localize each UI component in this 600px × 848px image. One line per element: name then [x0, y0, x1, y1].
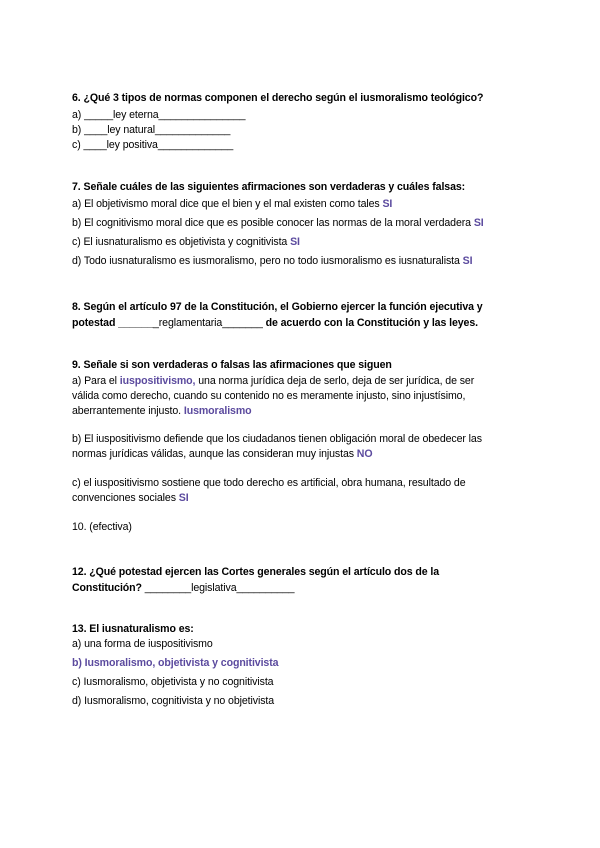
q12-line2 — [72, 582, 294, 595]
q9-a-line1 — [72, 375, 474, 388]
q9-b-line2-text: normas jurídicas válidas, aunque las consideran muy injustas — [72, 448, 354, 460]
q12-line2-bold: Constitución? — [72, 582, 142, 594]
q8-line2 — [72, 317, 478, 330]
q9-c-answer: SI — [178, 492, 189, 504]
q8-line1: 8. Según el artículo 97 de la Constitución, el Gobierno ejercer la función ejecutiva y — [72, 301, 483, 313]
q8-line2-start: potestad ______ — [72, 317, 153, 329]
q9-a-rest: una norma jurídica deja de serlo, deja de ser jurídica, de ser — [198, 375, 475, 387]
q9-a-line3 — [72, 405, 252, 418]
q13-question: 13. El iusnaturalismo es: — [72, 623, 194, 635]
q7-statement-d — [72, 255, 472, 268]
q9-c-line2-text: convenciones sociales — [72, 492, 176, 504]
q9-b-answer: NO — [356, 448, 373, 460]
q7-d-text: d) Todo iusnaturalismo es iusmoralismo, pero no todo iusmoralismo es iusnaturalista — [72, 255, 460, 267]
q9-a-pre: a) Para el — [72, 375, 117, 387]
q7-b-answer: SI — [473, 217, 484, 229]
q7-b-text: b) El cognitivismo moral dice que es posible conocer las normas de la moral verdadera — [72, 217, 471, 229]
q7-statement-c — [72, 236, 300, 249]
q13-option-b: b) Iusmoralismo, objetivista y cognitivista — [72, 657, 279, 669]
q9-a-line3-text: aberrantemente injusto. — [72, 405, 182, 417]
q13-option-d: d) Iusmoralismo, cognitivista y no objetivista — [72, 695, 275, 707]
q7-c-text: c) El iusnaturalismo es objetivista y cognitivista — [72, 236, 288, 248]
q12-line1: 12. ¿Qué potestad ejercen las Cortes generales según el artículo dos de la — [72, 566, 440, 578]
q10-text: 10. (efectiva) — [72, 521, 132, 533]
q6-answer-b: b) ____ley natural_____________ — [72, 124, 231, 136]
q6-question: 6. ¿Qué 3 tipos de normas componen el derecho según el iusmoralismo teológico? — [72, 92, 484, 104]
q9-c-line1: c) el iuspositivismo sostiene que todo derecho es artificial, obra humana, resultado de — [72, 477, 466, 489]
q7-question: 7. Señale cuáles de las siguientes afirmaciones son verdaderas y cuáles falsas: — [72, 181, 466, 193]
q9-c-line2 — [72, 492, 189, 505]
q8-line2-fill: _reglamentaria_______ — [152, 317, 263, 329]
q7-c-answer: SI — [290, 236, 300, 248]
q7-statement-a — [72, 198, 392, 211]
q6-answer-c: c) ____ley positiva_____________ — [72, 139, 234, 151]
q7-d-answer: SI — [462, 255, 473, 267]
q9-a-line2: válida como derecho, cuando su contenido no es meramente injusto, sino injustísimo, — [72, 390, 466, 402]
q12-line2-fill: ________legislativa__________ — [144, 582, 295, 594]
q9-a-answer: Iusmoralismo — [183, 405, 252, 417]
q9-b-line1: b) El iuspositivismo defiende que los ciudadanos tienen obligación moral de obedecer las — [72, 433, 482, 445]
q7-statement-b — [72, 217, 484, 230]
q13-option-c: c) Iusmoralismo, objetivista y no cognitivista — [72, 676, 274, 688]
q9-question: 9. Señale si son verdaderas o falsas las afirmaciones que siguen — [72, 359, 392, 371]
q7-a-text: a) El objetivismo moral dice que el bien y el mal existen como tales — [72, 198, 380, 210]
q9-b-line2 — [72, 448, 373, 461]
q6-answer-a: a) _____ley eterna_______________ — [72, 109, 246, 121]
q13-option-a: a) una forma de iuspositivismo — [72, 638, 213, 650]
q7-a-answer: SI — [382, 198, 393, 210]
q8-line2-end: de acuerdo con la Constitución y las leyes. — [265, 317, 478, 329]
q9-a-highlight: iuspositivismo, — [119, 375, 196, 387]
